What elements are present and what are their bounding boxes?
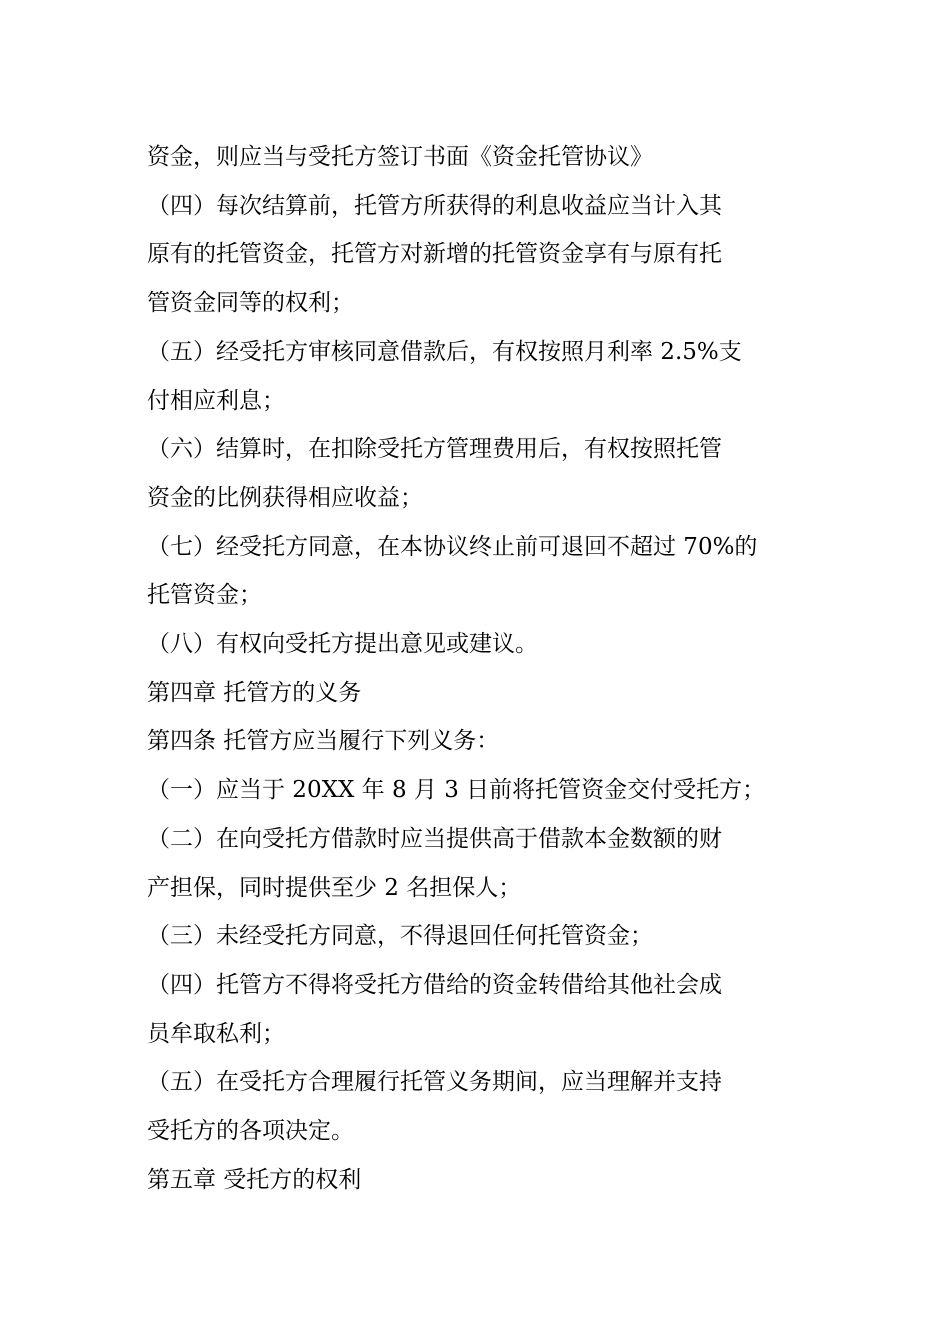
text-line-10: 托管资金； <box>147 582 262 609</box>
text-line-4: 管资金同等的权利； <box>147 290 354 317</box>
text-line-1: 资金，则应当与受托方签订书面《资金托管协议》 <box>147 144 653 170</box>
text-line-3: 原有的托管资金，托管方对新增的托管资金享有与原有托 <box>147 241 722 268</box>
text-line-2: （四）每次结算前，托管方所获得的利息收益应当计入其 <box>147 192 722 219</box>
document-body <box>147 133 807 1204</box>
text-line-21: 受托方的各项决定。 <box>147 1118 354 1145</box>
text-line-5: （五）经受托方审核同意借款后，有权按照月利率 2.5%支 <box>147 338 742 365</box>
text-line-9: （七）经受托方同意，在本协议终止前可退回不超过 70%的 <box>147 533 758 560</box>
text-line-6: 付相应利息； <box>147 387 285 414</box>
text-line-15: （二）在向受托方借款时应当提供高于借款本金数额的财 <box>147 825 722 852</box>
text-line-17: （三）未经受托方同意，不得退回任何托管资金； <box>147 923 653 950</box>
text-line-20: （五）在受托方合理履行托管义务期间，应当理解并支持 <box>147 1069 722 1096</box>
chapter-heading-4: 第四章 托管方的义务 <box>147 679 362 706</box>
text-line-11: （八）有权向受托方提出意见或建议。 <box>147 631 538 658</box>
text-line-16: 产担保，同时提供至少 2 名担保人； <box>147 874 522 901</box>
text-line-8: 资金的比例获得相应收益； <box>147 484 423 511</box>
text-line-19: 员牟取私利； <box>147 1020 285 1047</box>
text-line-7: （六）结算时，在扣除受托方管理费用后，有权按照托管 <box>147 436 722 463</box>
text-line-18: （四）托管方不得将受托方借给的资金转借给其他社会成 <box>147 971 722 998</box>
chapter-heading-5: 第五章 受托方的权利 <box>147 1166 362 1193</box>
text-line-14: （一）应当于 20XX 年 8 月 3 日前将托管资金交付受托方； <box>147 777 766 804</box>
article-heading-4: 第四条 托管方应当履行下列义务： <box>147 728 500 755</box>
